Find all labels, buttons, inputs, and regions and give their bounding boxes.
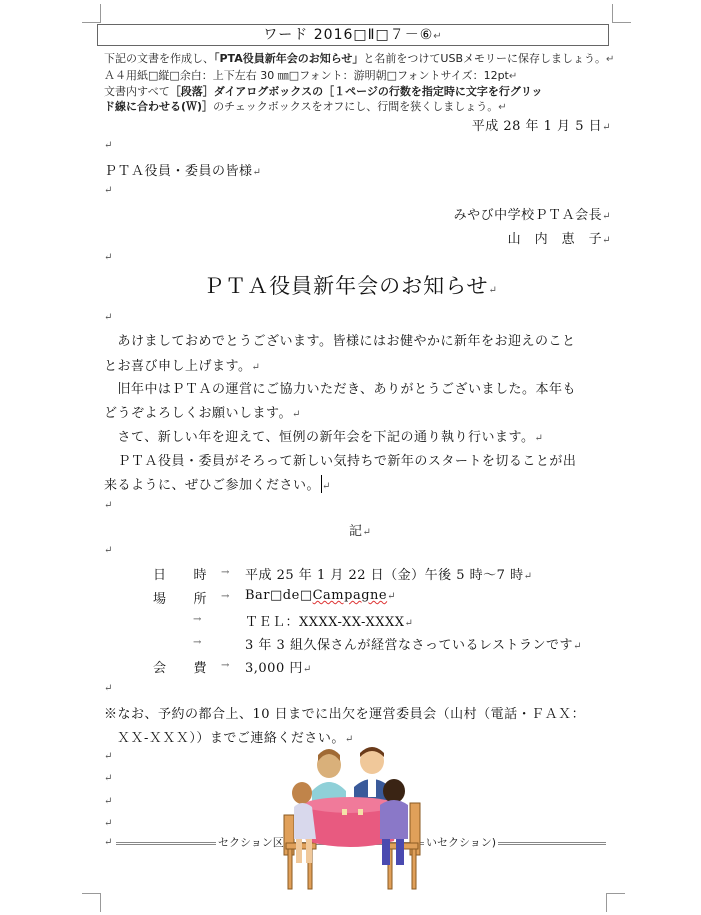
crop-mark-top-left (82, 4, 101, 23)
detail-date-label: 日 時 (153, 568, 208, 583)
detail-date-value: 平成 25 年 1 月 22 日（金）午後 5 時～7 時↵ (245, 568, 533, 583)
body-line: 来るように、ぜひご参加ください。 ↵ (104, 474, 331, 493)
ki-heading: 記↵ (349, 524, 372, 539)
tab-arrow: → (193, 637, 202, 648)
header-box-text: ワード 2016□Ⅱ□７－⑥ (263, 27, 434, 43)
tab-arrow: → (221, 660, 230, 671)
paragraph-mark: ↵ (104, 751, 113, 762)
paragraph-mark: ↵ (104, 185, 113, 196)
tab-arrow: → (193, 614, 202, 625)
body-line: 旧年中はＰＴＡの運営にご協力いただき、ありがとうございました。本年も (104, 382, 576, 397)
paragraph-mark: ↵ (104, 312, 113, 323)
paragraph-mark: ↵ (104, 837, 113, 848)
detail-place-note: 3 年 3 組久保さんが経営なさっているレストランです↵ (245, 638, 582, 653)
tab-arrow: → (221, 591, 230, 602)
body-line: どうぞよろしくお願いします。↵ (104, 406, 301, 421)
body-line: あけましておめでとうございます。皆様にはお健やかに新年をお迎えのこと (104, 334, 576, 349)
paragraph-mark: ↵ (104, 818, 113, 829)
paragraph-mark: ↵ (104, 796, 113, 807)
header-box: ワード 2016□Ⅱ□７－⑥↵ (97, 24, 609, 46)
detail-fee-label: 会 費 (153, 661, 208, 676)
detail-place-value: Bar□de□Campagne↵ (245, 588, 396, 603)
recipient: ＰＴＡ役員・委員の皆様↵ (104, 164, 262, 179)
letter-date: 平成 28 年 1 月 5 日↵ (471, 119, 611, 134)
detail-place-label: 場 所 (153, 592, 208, 607)
section-break-label-left: セクション区 (218, 836, 284, 849)
body-line: とお喜び申し上げます。↵ (104, 359, 261, 374)
paragraph-mark: ↵ (104, 773, 113, 784)
sender-org: みやび中学校ＰＴＡ会長↵ (453, 208, 611, 223)
instruction-line-3: 文書内すべて［段落］ダイアログボックスの［１ページの行数を指定時に文字を行グリッ (104, 85, 543, 98)
instruction-line-2: Ａ４用紙□縦□余白：上下左右 30 ㎜□フォント：游明朝□フォントサイズ：12pt↵ (104, 69, 518, 82)
paragraph-mark: ↵ (104, 545, 113, 556)
body-line: ＰＴＡ役員・委員がそろって新しい気持ちで新年のスタートを切ることが出 (104, 454, 577, 469)
paragraph-mark: ↵ (104, 252, 113, 263)
note-line-1: ※なお、予約の都合上、10 日までに出欠を運営委員会（山村（電話・ＦＡＸ： (104, 707, 586, 722)
document-title: ＰＴＡ役員新年会のお知らせ↵ (203, 274, 498, 298)
paragraph-mark: ↵ (104, 500, 113, 511)
detail-fee-value: 3,000 円↵ (245, 661, 312, 676)
instruction-line-1: 下記の文書を作成し、「PTA役員新年会のお知らせ」と名前をつけてUSBメモリーに保存しましょう。↵ (104, 52, 615, 65)
detail-tel: ＴＥＬ：XXXX-XX-XXXX↵ (245, 615, 414, 630)
section-break-label-right: いセクション) (426, 836, 497, 849)
tab-arrow: → (221, 567, 230, 578)
crop-mark-bottom-left (82, 893, 101, 912)
dinner-table-illustration (272, 743, 432, 895)
body-line: さて、新しい年を迎えて、恒例の新年会を下記の通り執り行います。↵ (104, 430, 544, 445)
sender-name: 山 内 恵 子↵ (507, 232, 611, 247)
note-line-2: ＸＸ-ＸＸＸ））までご連絡ください。↵ (117, 731, 354, 746)
paragraph-mark: ↵ (104, 683, 113, 694)
crop-mark-bottom-right (606, 893, 625, 912)
crop-mark-top-right (612, 4, 631, 23)
instruction-line-4: ド線に合わせる(Ｗ)］のチェックボックスをオフにし、行間を狭くしましょう。↵ (104, 100, 507, 113)
person-boy-front (380, 779, 408, 865)
paragraph-mark: ↵ (104, 140, 113, 151)
